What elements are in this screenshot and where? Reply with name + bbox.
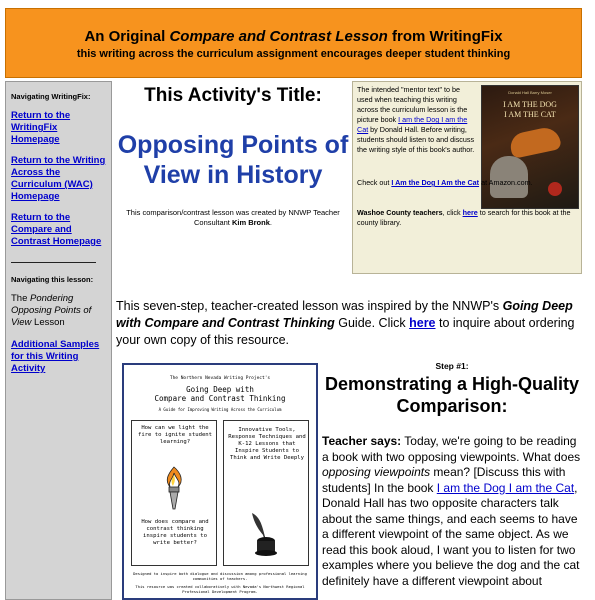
guide-cover-left-panel <box>131 420 217 566</box>
teacher-says-paragraph <box>322 434 582 589</box>
dog-illustration <box>508 125 562 159</box>
sidebar-link-writingfix-home[interactable]: Return to the WritingFix Homepage <box>11 110 71 145</box>
guide-cover-footer-1: Designed to inspire both dialogue and discussion among professional learning communities of teachers. <box>133 571 307 581</box>
header-title-suffix: from WritingFix <box>387 28 503 45</box>
guide-cover-question-2: How does compare and contrast thinking inspire students to write better? <box>141 519 209 546</box>
current-lesson-italic: Pondering Opposing Points of View <box>11 293 92 328</box>
activity-label: This Activity's Title: <box>144 85 322 106</box>
step-label: Step #1: <box>435 361 469 371</box>
guide-cover-image <box>122 363 318 600</box>
guide-cover-project: The Northern Nevada Writing Project's <box>169 376 271 381</box>
book-cover-title-line-2: I AM THE CAT <box>504 110 556 119</box>
mentor-description <box>357 85 475 155</box>
guide-cover-right-text: Innovative Tools, Response Techniques and K-12 Lessons that Inspire Students to Think and Write Deeply <box>228 427 306 461</box>
book-cover-title <box>486 100 574 120</box>
sidebar <box>5 81 112 600</box>
torch-icon <box>159 465 189 511</box>
book-cover-authors: Donald Hall Barry Moser <box>508 90 552 95</box>
guide-cover-title-2: Compare and Contrast Thinking <box>154 394 286 403</box>
amazon-pre: Check out <box>357 178 392 187</box>
intro-paragraph <box>116 298 582 349</box>
teacher-text-3: , Donald Hall has two opposite characters talk about the same things, and each seems to have a different viewpoint of the same object. As we read this book aloud, I want you to listen for two examples where you believe the dog and the cat definitely have a different viewpoint about <box>322 480 580 588</box>
page-header <box>5 8 582 78</box>
inkwell-quill-icon <box>248 511 282 557</box>
guide-cover-title-1: Going Deep with <box>186 385 254 394</box>
guide-cover-right-panel <box>223 420 309 566</box>
current-lesson-suffix: Lesson <box>31 317 65 328</box>
credit-name: Kim Bronk <box>231 218 270 227</box>
teacher-book-link[interactable]: I am the Dog I am the Cat <box>436 480 575 495</box>
activity-title-block <box>115 82 351 228</box>
header-title <box>6 28 581 45</box>
intro-guide-title: Going Deep with Compare and Contrast Thinking <box>116 299 573 330</box>
book-cover-image[interactable] <box>481 85 579 209</box>
sidebar-divider <box>11 262 96 263</box>
intro-text-mid: Guide. Click <box>334 316 410 330</box>
sidebar-lesson-heading: Navigating this lesson: <box>11 275 94 284</box>
sidebar-link-wac-home[interactable]: Return to the Writing Across the Curriculum (WAC) Homepage <box>11 155 106 202</box>
sidebar-link-compare-contrast-home[interactable]: Return to the Compare and Contrast Homepage <box>11 212 102 247</box>
mentor-washoe-line <box>357 208 579 228</box>
activity-credit <box>115 208 351 228</box>
header-title-italic: Compare and Contrast Lesson <box>169 28 388 45</box>
mentor-text-pre: The intended "mentor text" to be used when teaching this writing across the curriculum lesson is the picture book <box>357 85 468 124</box>
teacher-text-2: mean? [Discuss this with students] In the book <box>322 465 566 495</box>
guide-cover-subtitle: A Guide for Improving Writing Across the Curriculum <box>158 407 282 412</box>
cat-illustration <box>490 156 528 198</box>
washoe-library-link[interactable]: here <box>462 208 478 217</box>
teacher-says-label: Teacher says: <box>322 434 402 448</box>
teacher-text-1: Today, we're going to be reading a book with two opposing viewpoints. What does <box>322 434 581 464</box>
credit-text: This comparison/contrast lesson was created by NNWP Teacher Consultant <box>126 208 340 227</box>
washoe-post: to search for this book at the county library. <box>357 208 571 227</box>
sidebar-current-lesson <box>11 293 107 329</box>
intro-text-post: to inquire about ordering your own copy of this resource. <box>116 316 575 347</box>
teacher-italic-1: opposing viewpoints <box>322 465 431 479</box>
mentor-text-box <box>352 81 582 274</box>
header-subtitle: this writing across the curriculum assignment encourages deeper student thinking <box>76 48 511 60</box>
intro-order-link[interactable]: here <box>409 316 436 330</box>
amazon-post: at Amazon.com. <box>479 178 533 187</box>
guide-cover-footer-2: This resource was created collaboratively with Nevada's Northwest Regional Professional Development Program. <box>135 584 305 594</box>
sidebar-link-additional-samples[interactable]: Additional Samples for this Writing Activity <box>11 339 100 374</box>
book-cover-title-line-1: I AM THE DOG <box>503 100 557 109</box>
sidebar-nav-heading: Navigating WritingFix: <box>11 92 91 101</box>
mentor-amazon-line <box>357 178 579 188</box>
activity-title: Opposing Points of View in History <box>117 131 349 189</box>
header-title-prefix: An Original <box>84 28 170 45</box>
credit-end: . <box>269 218 272 227</box>
step-heading: Demonstrating a High-Quality Comparison: <box>324 374 580 416</box>
mentor-book-link[interactable]: I am the Dog I am the Cat <box>357 115 468 134</box>
mentor-text-post: by Donald Hall. Before writing, students should listen to and discuss the writing style of this book's author. <box>357 125 475 154</box>
amazon-book-link[interactable]: I Am the Dog I Am the Cat <box>391 178 480 187</box>
guide-cover-title <box>124 385 316 403</box>
washoe-mid: , click <box>442 208 463 217</box>
washoe-bold: Washoe County teachers <box>357 208 443 217</box>
current-lesson-prefix: The <box>11 293 31 304</box>
guide-cover-question-1: How can we light the fire to ignite student learning? <box>137 425 213 445</box>
intro-text-pre: This seven-step, teacher-created lesson was inspired by the NNWP's <box>116 299 503 313</box>
